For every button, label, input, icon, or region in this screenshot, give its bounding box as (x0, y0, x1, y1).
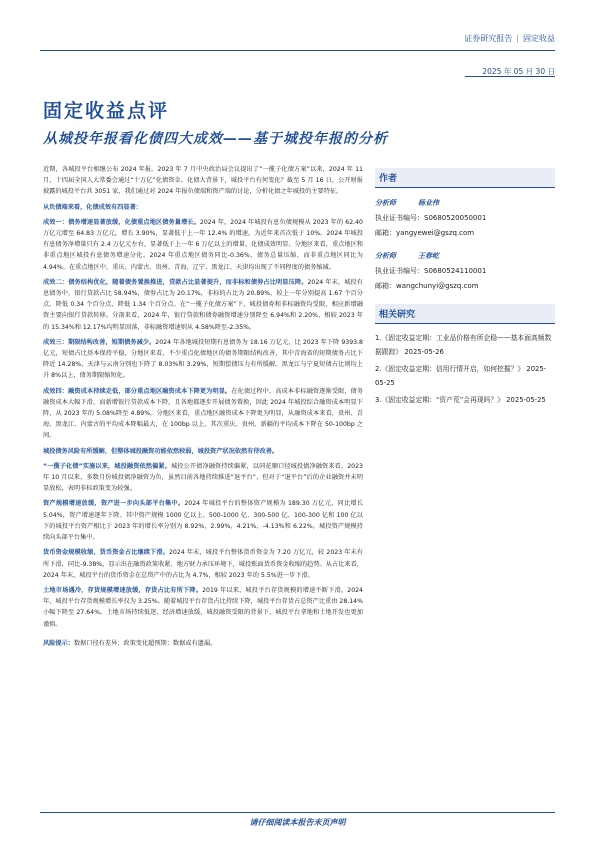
finding-1 (43, 217, 363, 273)
email-label: 邮箱： (375, 229, 396, 237)
asset-point-2-head: 资产规模增速放缓，资产进一步向头部平台集中。 (43, 500, 185, 508)
asset-point-4-head: 土地市场遇冷，存货规模增速放缓，存货占比有所下降。 (43, 586, 203, 594)
finding-4-text: 在化债过程中，高成本非标融资逐渐受限，债务融资成本大幅下滑，而新增银行贷款成本下降，且各地都逐步开展债务置换，因此 2024 年城投综合融资成本明显下降，从 2023 年的 5.08%降至 4.89%。分地区来看，重点地区融资成本下降更为明显，从融资成本来看，贵州、青海、黑龙江、内蒙古的平均成本降幅最大，在 100bp 以上，其次重庆、贵州、新疆的平均成本下降在 50-100bp 之间。 (43, 387, 364, 440)
email-address[interactable]: yangyewei@gszq.com (396, 229, 475, 237)
analyst-1 (375, 196, 555, 241)
analyst-2-name: 王春屹 (418, 252, 439, 260)
asset-point-4-text: 2019 年以来，城投平台存货规模的增速不断下滑。2024 年，城投平台存货规模增长率仅为 3.25%。随着城投平台存货占比持续下降，城投平台存货占总资产比重由 28.14%小幅下降至 27.64%。土地市场持续低迷、经济增速放缓、城投融资受限的背景下，城投平台拿地和土地开发也更加谨慎。 (43, 586, 363, 628)
related-item[interactable]: 3.《固定收益定期：“资产荒”会再现吗？》 2025-05-25 (375, 396, 546, 404)
finding-2-text: 2024 年末，城投有息债务中，银行贷款占比 58.94%，债券占比为 20.17%，非标的占比为 20.89%，较上一年分别提高 1.67 个百分点、降低 0.34 个百分点、降低 1.34 个百分点。在“一揽子化债方案”下，城投债券和非标融资均受限，相应新增融资主要向银行贷款转移。分剖来看，2024 年，银行贷款和债券融资增速分别降至 6.94%和 2.20%，相较 2023 年的 15.34%和 12.17%均明显回落，非标融资增速则从 4.58%降至-2.35%。 (43, 278, 363, 331)
analyst-2 (375, 249, 555, 294)
finding-2-head: 成效二：债务结构优化，随着债务置换推进，贷款占比显著提升，而非标和债券占比明显压降。 (43, 278, 308, 286)
finding-3-text: 2024 年各地城投短期有息债务为 18.16 万亿元，比 2023 年下降 9393.8 亿元，短债占比基本保持平稳，分地区来看，不少重点化债地区的债务期限结构改善，其中青海省的短期债务占比下降近 14.28%，天津与云南分别也下降了 8.03%和 3.29%，短期偿债压力有所缓解。黑龙江与宁夏短债占比则均上升 8%以上，债务期限缩短化。 (43, 338, 363, 380)
footer-rule (40, 812, 555, 813)
analyst-1-name: 杨业伟 (418, 199, 439, 207)
asset-point-2 (43, 498, 363, 543)
sidebar (375, 168, 555, 412)
license-label: 执业证书编号： (375, 267, 424, 275)
section-heading-liabilities: 从负债端来看，化债成效有四显著： (43, 203, 142, 211)
license-number: S0680520050001 (424, 214, 487, 222)
report-date: 2025 年 05 月 30 日 (482, 67, 555, 76)
related-item[interactable]: 2.《固定收益定期：信用行情开启，如何挖掘？》 2025-05-25 (375, 365, 547, 387)
finding-3-head: 成效三：期限结构改善，短期债务减少。 (43, 338, 156, 346)
category-label: 证券研究报告 (464, 34, 513, 43)
asset-point-1 (43, 461, 363, 495)
subcategory-label: 固定收益 (523, 34, 555, 43)
main-body (43, 164, 363, 653)
analyst-2-email[interactable] (375, 279, 555, 294)
date-rule (465, 76, 555, 77)
asset-point-1-head: “一揽子化债”实施以来，城投融资依然偏紧。 (43, 462, 171, 470)
finding-4 (43, 386, 363, 442)
section-heading-assets: 城投债务风险有所缓解，但整体城投融资功能依然较弱，城投资产状况依然有待改善。 (43, 447, 279, 455)
finding-4-head: 成效四：融资成本持续走低，部分重点地区融资成本下降更为明显。 (43, 387, 232, 395)
finding-1-head: 成效一：债务增速显著放缓，化债重点地区债务量增长。 (43, 218, 200, 226)
analyst-1-role: 分析师 (375, 199, 396, 207)
analyst-2-name-line (375, 249, 555, 264)
analyst-1-license (375, 211, 555, 226)
finding-1-text: 2024 年，2024 年城投有息负债规模从 2023 年的 62.40 万亿元增至 64.83 万亿元，增长 3.90%，显著低于上一年 12.4% 的增速，为近年来首次低于 10%。2024 年城投有息债务净增量只有 2.4 万亿元左右，显著低于上一年 6 万亿以上的增量，化债成效明显。分地区来看，重点地区和非重点地区城投有息债务增速分化。2024 年重点地区债务同比-0.36%，债务总量压缩，而非重点地区同比为 4.94%。在重点地区中，重庆、内蒙古、贵州、青海、辽宁、黑龙江、天津均出现了不同程度的债务缩减。 (43, 218, 363, 271)
analyst-1-name-line (375, 196, 555, 211)
asset-point-2-text: 2024 年城投平台的整体资产规模为 189.30 万亿元，同比增长 5.04%，资产增速逐年下降。其中资产规模 1000 亿以上、500-1000 亿、300-500 亿、100-300 亿和 100 亿以下的城投平台资产相比于 2023 年的增长率分别为 8.92%、2.99%、4.21%、-4.13%和 6.22%，城投资产规模持续向头部平台集中。 (43, 500, 364, 542)
asset-point-3 (43, 547, 363, 581)
risk-warning (43, 638, 363, 649)
analyst-2-role: 分析师 (375, 252, 396, 260)
email-label: 邮箱： (375, 282, 396, 290)
related-research (375, 304, 555, 408)
analyst-2-license (375, 264, 555, 279)
risk-text: 数据口径有差异；政策变化超预期；数据或有遗漏。 (73, 639, 217, 647)
footer-disclaimer: 请仔细阅读本报告末页声明 (249, 818, 346, 827)
asset-point-3-text: 2024 年末，城投平台整体货币资金为 7.20 万亿元，较 2023 年末有所下滑，同比-9.38%，显示出在融资政策收紧、地方财力承压环境下，城投账面货币资金收缩的趋势。从占比来看，2024 年末，城投平台的货币资金在总资产中的占比为 4.7%，相较 2023 年的 5.5%进一步下滑。 (43, 549, 364, 579)
asset-point-3-head: 货币资金规模收缩，货币资金占比继续下滑。 (43, 549, 169, 557)
finding-2 (43, 277, 363, 333)
header-rule (40, 50, 555, 51)
license-label: 执业证书编号： (375, 214, 424, 222)
related-item[interactable]: 1.《固定收益定期：工业品价格有所企稳——基本面高频数据跟踪》 2025-05-26 (375, 334, 552, 356)
authors-heading: 作者 (375, 168, 555, 188)
report-category (464, 33, 555, 44)
finding-3 (43, 337, 363, 382)
license-number: S0680524110001 (424, 267, 487, 275)
category-separator: | (516, 34, 519, 43)
related-list (375, 332, 555, 408)
asset-point-4 (43, 585, 363, 630)
intro-paragraph: 近期，各城投平台相继公布 2024 年报。2023 年 7 月中央政治局会议提出了“一揽子化债方案”以来，2024 年 11 月，十四届全国人大常委会通过“十万亿”化债资金。化债大背景下，城投平台有何变化？截至 5 月 16 日，公开财报披露的城投平台共 3051 家，我们通过对 2024 年报负债端和资产端的讨论，分析化债之年城投的主要特征。 (43, 166, 363, 196)
email-address[interactable]: wangchunyi@gszq.com (396, 282, 479, 290)
related-heading: 相关研究 (375, 304, 555, 324)
page-subtitle: 从城投年报看化债四大成效——基于城投年报的分析 (43, 131, 388, 147)
page-title: 固定收益点评 (43, 100, 170, 122)
analyst-1-email[interactable] (375, 226, 555, 241)
risk-head: 风险提示： (43, 639, 74, 647)
asset-point-1-text: 城投公开债净融资持续偏紧，以同花顺口径城投债净融资来看，2023 年 10 月以来，多数月份城投债净融资为负，虽然目前各地持续推进“退平台”，但对于“退平台”后的企业融资并未明显放松，表明非标政策变为较强。 (43, 462, 363, 493)
